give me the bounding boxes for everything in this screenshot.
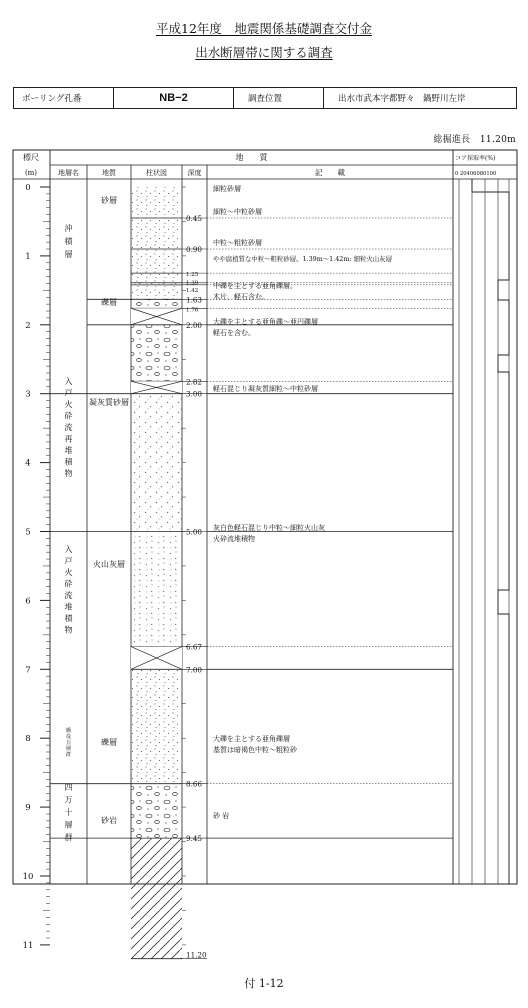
scale-label: 3 xyxy=(25,389,31,400)
core-recovery-line xyxy=(472,179,509,884)
stratum-ito-pyroclastic-char: 砕 xyxy=(64,579,73,589)
layer-sand xyxy=(131,273,182,283)
lithology-tuffaceous-sand: 凝灰質砂層 xyxy=(89,398,129,407)
location-label: 調査位置 xyxy=(234,88,324,108)
depth-label: 2.82 xyxy=(186,377,203,387)
layer-ash xyxy=(131,532,182,647)
description-text: 軽石を含む。 xyxy=(213,329,255,337)
stratum-ito-reworked-char: 砕 xyxy=(64,411,73,421)
core-header: コア採取率(%) xyxy=(455,155,496,162)
scale-label: 2 xyxy=(25,320,31,331)
layer-sand xyxy=(131,187,182,218)
stratum-shimanto-char: 四 xyxy=(64,783,73,792)
depth-label: 0.90 xyxy=(186,245,203,255)
stratum-ito-pyroclastic-char: 流 xyxy=(64,591,73,600)
stratum-ito-reworked-char: 堆 xyxy=(64,446,73,455)
scale-label: 1 xyxy=(25,251,31,262)
scale-label: 0 xyxy=(25,183,31,193)
layer-sand xyxy=(131,218,182,249)
depth-label: 5.00 xyxy=(186,527,203,537)
stratum-hashiyaku xyxy=(66,726,72,758)
description-text: 木片、軽石含む。 xyxy=(213,293,269,301)
stratum-ito-reworked-char: 戸 xyxy=(64,388,73,398)
scale-label: 5 xyxy=(25,527,31,538)
depth-label: 8.66 xyxy=(186,779,203,789)
lithology-sandstone: 砂岩 xyxy=(101,816,117,825)
description-text: 細粒〜中粒砂層 xyxy=(213,208,262,216)
stratum-ito-pyroclastic-char: 入 xyxy=(64,545,73,554)
stratum-ito-pyroclastic-char: 堆 xyxy=(64,602,73,612)
depth-label: 7.00 xyxy=(186,665,203,675)
stratum-shimanto-char: 群 xyxy=(64,833,73,842)
scale-unit: (m) xyxy=(24,169,38,177)
scale-header: 標尺 xyxy=(23,153,39,162)
description-text: 大礫を主とする亜角礫〜亜円礫層 xyxy=(213,318,318,326)
location-value: 出水市武本字都野々 鍋野川左岸 xyxy=(338,94,466,104)
stratum-shimanto-char: 層 xyxy=(64,820,73,830)
layer-gravel xyxy=(131,299,182,308)
depth-label: 3.00 xyxy=(186,389,203,399)
stratum-ito-reworked-char: 再 xyxy=(64,434,73,444)
stratum-ito-reworked-char: 物 xyxy=(64,469,73,478)
total-depth: 総掘進長 11.20m xyxy=(433,135,516,145)
scale-label: 8 xyxy=(25,734,31,745)
stratum-ito-reworked-char: 入 xyxy=(64,377,73,386)
stratum-ito-reworked-char: 火 xyxy=(64,400,73,409)
scale-label: 7 xyxy=(25,665,31,676)
description-text: 灰白色軽石混じり中粒〜細粒火山灰 xyxy=(213,524,325,532)
stratum-alluvium-char: 層 xyxy=(64,250,73,259)
stratum-hashiyaku-char: 橋 xyxy=(65,728,72,734)
stratum-alluvium-char: 積 xyxy=(64,237,73,246)
depth-label: 1.63 xyxy=(186,295,203,305)
description-text: 中礫を主とする亜角礫層。 xyxy=(213,282,297,290)
stratum-ito-pyroclastic xyxy=(65,544,74,635)
stratum-shimanto-char: 万 xyxy=(64,795,73,805)
description-text: 基質は暗褐色中粒〜粗粒砂 xyxy=(213,746,297,754)
depth-label: 1.42 xyxy=(186,287,199,294)
stratum-ito-pyroclastic-char: 物 xyxy=(64,625,73,635)
layer-gravel xyxy=(131,325,182,381)
stratum-hashiyaku-char: 役 xyxy=(65,734,72,740)
description-text: 細粒砂層 xyxy=(213,185,241,193)
depth-label: 11.20 xyxy=(186,950,207,960)
boring-label: ボーリング孔番 xyxy=(14,88,114,108)
layer-hatch xyxy=(131,838,182,959)
geology-header: 地 質 xyxy=(235,153,268,162)
description-text: 火砕流堆積物 xyxy=(213,535,255,543)
stratum-ito-reworked-char: 流 xyxy=(64,423,73,432)
depth-label: 0.45 xyxy=(186,214,203,224)
description-text: 軽石混じり凝灰質細粒〜中粒砂層 xyxy=(213,385,318,393)
stratum-hashiyaku-char: 丘 xyxy=(65,740,72,746)
stratum-shimanto-char: 十 xyxy=(64,808,73,817)
report-subtitle: 出水断層帯に関する調査 xyxy=(195,45,333,60)
lithology-sand: 砂層 xyxy=(101,196,117,205)
stratum-shimanto xyxy=(65,783,73,842)
description-text: 中粒〜粗粒砂層 xyxy=(213,239,262,247)
layer-gravel xyxy=(131,784,182,838)
scale-label: 9 xyxy=(25,803,31,814)
lithology-header: 地質 xyxy=(102,169,116,177)
depth-label: 9.45 xyxy=(186,834,203,844)
strata-header: 地層名 xyxy=(58,169,79,177)
scale-label: 11 xyxy=(22,940,34,951)
stratum-ito-reworked xyxy=(65,376,74,478)
stratum-ito-pyroclastic-char: 戸 xyxy=(64,556,73,566)
stratum-alluvium-char: 沖 xyxy=(64,224,73,233)
layer-sand xyxy=(131,669,182,783)
lithology-gravel-2: 礫層 xyxy=(101,738,117,747)
lithology-gravel: 礫層 xyxy=(101,298,117,307)
lithology-volcanic-ash: 火山灰層 xyxy=(93,560,125,569)
scale-label: 4 xyxy=(25,458,31,469)
stratum-ito-pyroclastic-char: 火 xyxy=(64,568,73,577)
description-text: やや腐植質な中粒〜粗粒砂層。1.39m〜1.42m: 細粒火山灰層 xyxy=(213,255,392,263)
stratum-ito-pyroclastic-char: 積 xyxy=(64,614,73,623)
stratum-ito-reworked-char: 積 xyxy=(64,457,73,467)
description-text: 砂 岩 xyxy=(213,812,230,820)
depth-label: 1.76 xyxy=(186,307,199,314)
scale-label: 10 xyxy=(22,872,34,882)
depth-label: 6.67 xyxy=(186,642,203,652)
stratum-hashiyaku-char: 群 xyxy=(65,752,72,758)
depth-label: 1.25 xyxy=(186,272,199,279)
stratum-alluvium xyxy=(65,223,74,259)
page-number: 付 1-12 xyxy=(244,977,284,990)
core-ticks: 0 20406080100 xyxy=(455,171,497,177)
column-header: 柱状図 xyxy=(146,169,167,177)
boring-number: NB−2 xyxy=(114,88,234,108)
layer-tuff xyxy=(131,394,182,532)
depth-label: 1.39 xyxy=(186,280,199,287)
depth-label: 2.00 xyxy=(186,320,203,330)
stratum-hashiyaku-char: 層 xyxy=(65,746,72,752)
layer-sand xyxy=(131,249,182,273)
description-text: 大礫を主とする亜角礫層 xyxy=(213,735,290,743)
description-header: 記 載 xyxy=(315,168,345,177)
layer-sand xyxy=(131,285,182,299)
depth-header: 深度 xyxy=(187,169,202,177)
scale-label: 6 xyxy=(25,596,31,607)
report-title: 平成12年度 地震関係基礎調査交付金 xyxy=(156,21,372,36)
